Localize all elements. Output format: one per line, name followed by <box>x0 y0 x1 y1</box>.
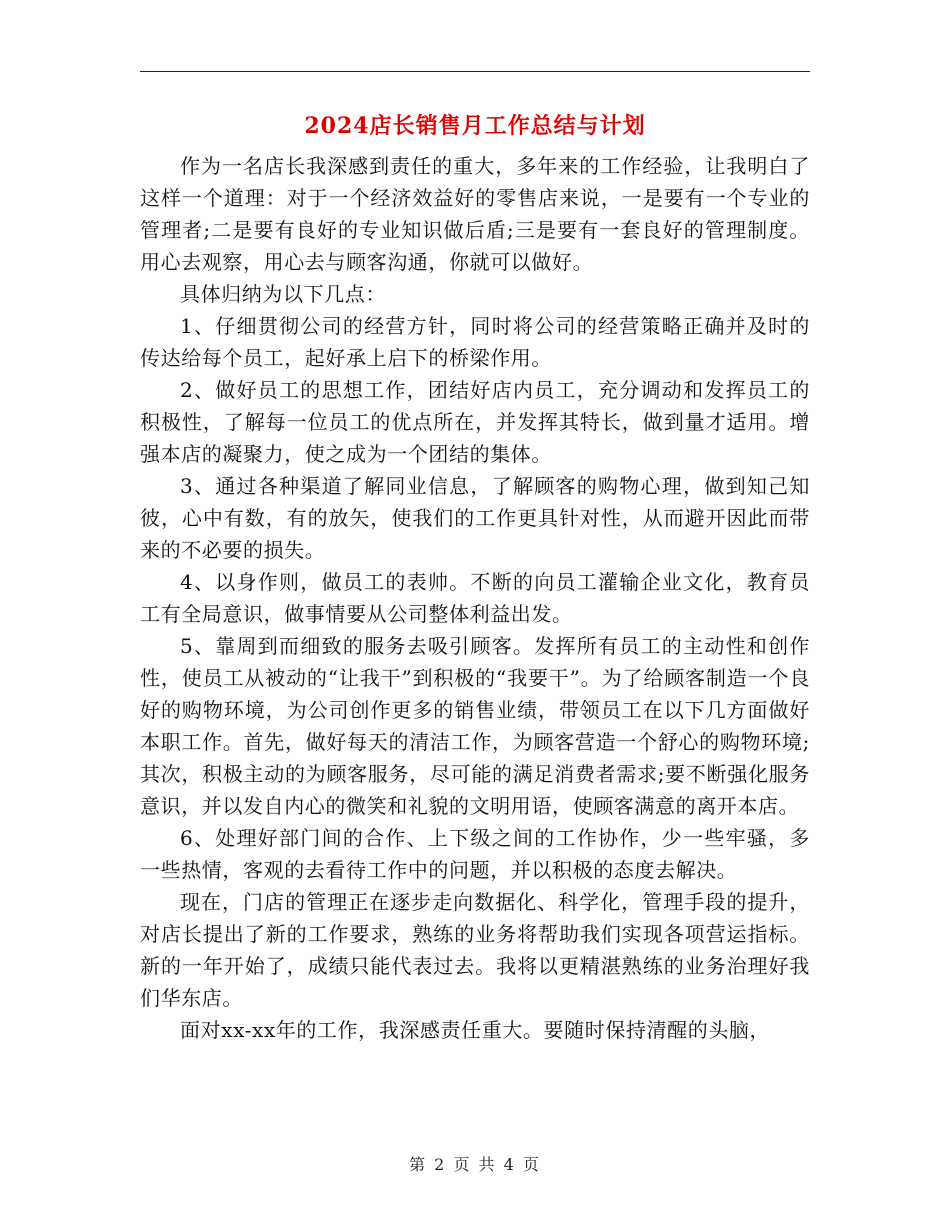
paragraph-point-4: 4、以身作则，做员工的表帅。不断的向员工灌输企业文化，教育员工有全局意识，做事情要从公司整体利益出发。 <box>140 570 810 626</box>
paragraph-point-3: 3、通过各种渠道了解同业信息，了解顾客的购物心理，做到知己知彼，心中有数，有的放矢，使我们的工作更具针对性，从而避开因此而带来的不必要的损失。 <box>140 474 810 562</box>
paragraph-plan-start: 面对xx-xx年的工作，我深感责任重大。要随时保持清醒的头脑， <box>180 1018 771 1042</box>
paragraph-intro: 作为一名店长我深感到责任的重大，多年来的工作经验，让我明白了这样一个道理：对于一个经济效益好的零售店来说，一是要有一个专业的管理者;二是要有良好的专业知识做后盾;三是要有一套良好的管理制度。用心去观察，用心去与顾客沟通，你就可以做好。 <box>140 154 810 274</box>
paragraph-point-1: 1、仔细贯彻公司的经营方针，同时将公司的经营策略正确并及时的传达给每个员工，起好承上启下的桥梁作用。 <box>140 314 810 370</box>
paragraph-point-6: 6、处理好部门间的合作、上下级之间的工作协作，少一些牢骚，多一些热情，客观的去看待工作中的问题，并以积极的态度去解决。 <box>140 826 810 882</box>
paragraph-outlook: 现在，门店的管理正在逐步走向数据化、科学化，管理手段的提升，对店长提出了新的工作要求，熟练的业务将帮助我们实现各项营运指标。新的一年开始了，成绩只能代表过去。我将以更精湛熟练的业务治理好我们华东店。 <box>140 890 810 1010</box>
document-title: 2024店长销售月工作总结与计划 <box>304 113 646 139</box>
paragraph-point-2: 2、做好员工的思想工作，团结好店内员工，充分调动和发挥员工的积极性，了解每一位员工的优点所在，并发挥其特长，做到量才适用。增强本店的凝聚力，使之成为一个团结的集体。 <box>140 378 810 466</box>
document-body <box>140 150 810 1046</box>
paragraph-summary-lead: 具体归纳为以下几点： <box>180 282 386 306</box>
header-rule <box>140 71 810 72</box>
paragraph-point-5: 5、靠周到而细致的服务去吸引顾客。发挥所有员工的主动性和创作性，使员工从被动的“让我干”到积极的“我要干”。为了给顾客制造一个良好的购物环境，为公司创作更多的销售业绩，带领员工在以下几方面做好本职工作。首先，做好每天的清洁工作，为顾客营造一个舒心的购物环境;其次，积极主动的为顾客服务，尽可能的满足消费者需求;要不断强化服务意识，并以发自内心的微笑和礼貌的文明用语，使顾客满意的离开本店。 <box>140 634 810 818</box>
page-number-footer: 第 2 页 共 4 页 <box>409 1155 541 1174</box>
